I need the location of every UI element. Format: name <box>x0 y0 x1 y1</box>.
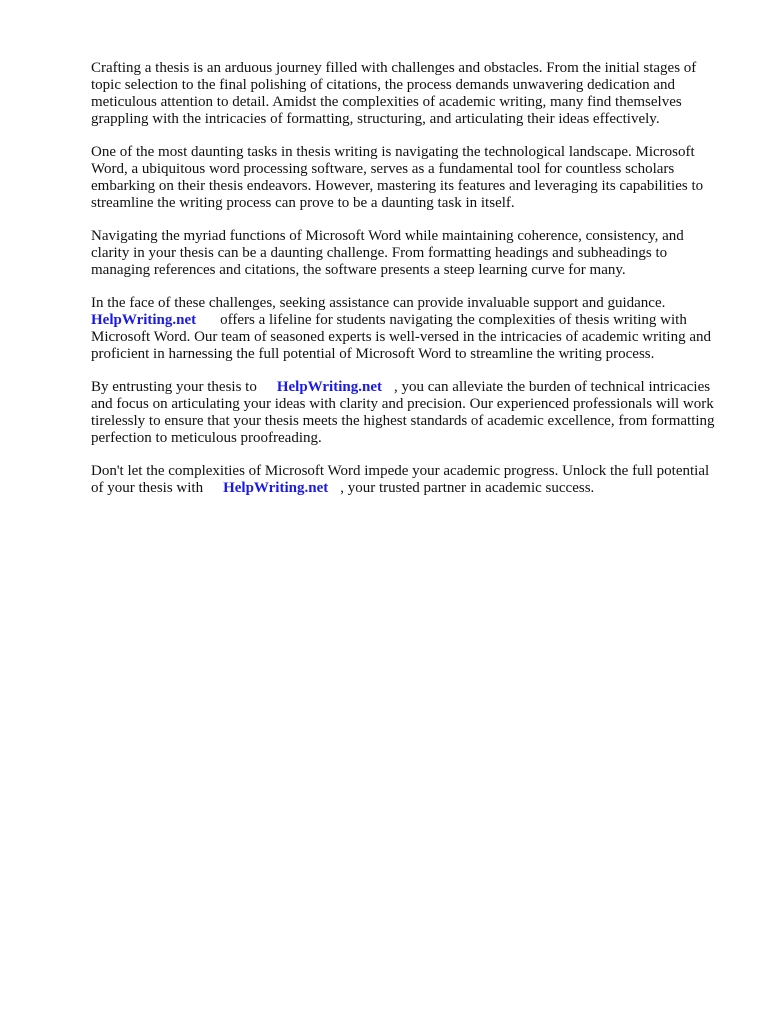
helpwriting-link[interactable]: HelpWriting.net <box>223 480 329 496</box>
paragraph-entrusting-text-before: By entrusting your thesis to <box>91 379 257 395</box>
paragraph-entrusting-text-after: , you can alleviate the burden of technical intricacies and focus on articulating your ideas with clarity and precision. Our experienced professionals will work tirelessly to ensure that your thesis meets the highest standards of academic excellence, from formatting perfection to meticulous proofreading. <box>91 379 715 446</box>
paragraph-entrusting <box>91 379 721 447</box>
paragraph-assistance <box>91 295 721 363</box>
paragraph-navigating: Navigating the myriad functions of Microsoft Word while maintaining coherence, consistency, and clarity in your thesis can be a daunting challenge. From formatting headings and subheadings to managing references and citations, the software presents a steep learning curve for many. <box>91 228 684 278</box>
paragraph-closing-text-before: Don't let the complexities of Microsoft Word impede your academic progress. Unlock the full potential of your thesis with <box>91 463 710 496</box>
paragraph-intro: Crafting a thesis is an arduous journey filled with challenges and obstacles. From the initial stages of topic selection to the final polishing of citations, the process demands unwavering dedication and meticulous attention to detail. Amidst the complexities of academic writing, many find themselves grappling with the intricacies of formatting, structuring, and articulating their ideas effectively. <box>91 60 697 127</box>
paragraph-closing <box>91 463 721 497</box>
paragraph-assistance-text-before: In the face of these challenges, seeking assistance can provide invaluable support and guidance. <box>91 295 666 311</box>
paragraph-assistance-text-after: offers a lifeline for students navigating the complexities of thesis writing with Microsoft Word. Our team of seasoned experts is well-versed in the intricacies of academic writing and proficient in harnessing the full potential of Microsoft Word to streamline the writing process. <box>91 312 711 362</box>
paragraph-microsoft-word: One of the most daunting tasks in thesis writing is navigating the technological landscape. Microsoft Word, a ubiquitous word processing software, serves as a fundamental tool for countless scholars embarking on their thesis endeavors. However, mastering its features and leveraging its capabilities to streamline the writing process can prove to be a daunting task in itself. <box>91 144 704 211</box>
document-page <box>91 60 721 513</box>
helpwriting-link[interactable]: HelpWriting.net <box>276 379 382 395</box>
helpwriting-link[interactable]: HelpWriting.net <box>91 312 197 328</box>
paragraph-closing-text-after: , your trusted partner in academic success. <box>340 480 595 496</box>
